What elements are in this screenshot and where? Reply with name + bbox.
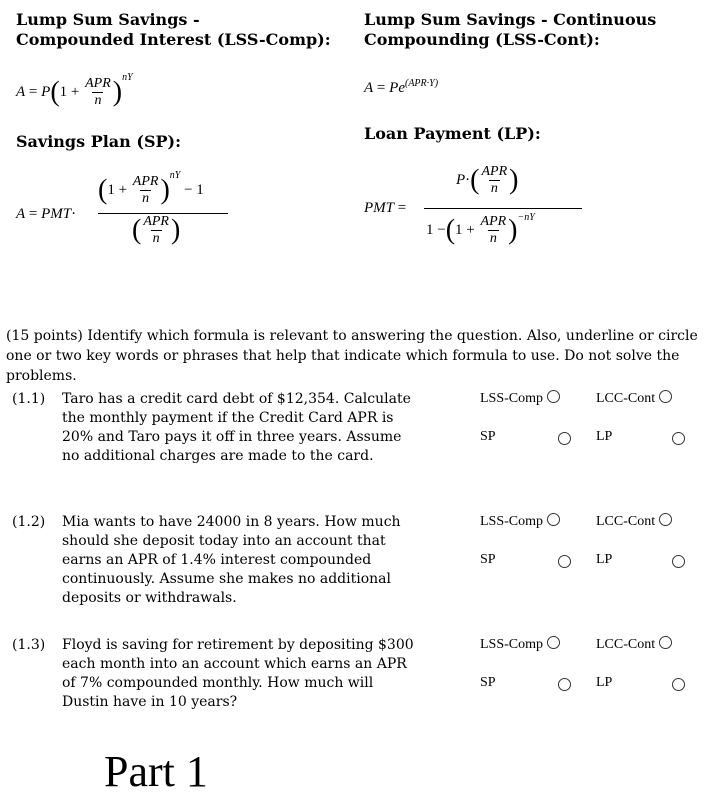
option-sp-1-2[interactable]: [480, 552, 496, 568]
option-lcc-cont-1-3[interactable]: [596, 636, 672, 653]
option-label: LP: [596, 552, 613, 567]
paren: (: [132, 214, 142, 246]
radio-circle-icon[interactable]: [672, 555, 685, 568]
apr: APR: [132, 174, 159, 190]
question-text: Floyd is saving for retirement by depositing $300 each month into an account which earns an APR of 7% compounded monthly. How much will Dustin have in 10 years?: [62, 637, 414, 710]
option-lp-1-2[interactable]: [596, 552, 612, 568]
lss-cont-title-line2: Compounding (LSS-Cont):: [364, 30, 600, 49]
paren: ): [112, 76, 123, 108]
option-lss-comp-1-3[interactable]: [480, 636, 560, 653]
equals: =: [373, 80, 390, 96]
radio-circle-icon[interactable]: [672, 678, 685, 691]
option-label: SP: [480, 429, 496, 444]
paren: (: [50, 76, 60, 108]
option-lcc-cont-1-2[interactable]: [596, 513, 672, 530]
var-e: e: [398, 80, 405, 96]
apr-over-n: [141, 214, 171, 247]
var-pmt: PMT: [41, 206, 72, 222]
question-number: (1.2): [12, 514, 46, 530]
var-a: A: [16, 206, 26, 222]
apr-over-n: [131, 174, 161, 207]
paren: (: [445, 214, 456, 246]
lp-fraction-bar: [424, 208, 582, 209]
equals: =: [394, 200, 407, 216]
radio-circle-icon[interactable]: [659, 636, 672, 649]
paren: ): [170, 214, 181, 246]
option-lss-comp-1-1[interactable]: [480, 390, 560, 407]
minus-one: − 1: [184, 182, 204, 198]
option-label: LCC-Cont: [596, 514, 656, 529]
instructions: (15 points) Identify which formula is relevant to answering the question. Also, underline or circle one or two key words or phrases that help that indicate which formula to use. Do not solve the problems.: [6, 328, 698, 384]
paren: ): [509, 164, 519, 196]
one-plus: 1 +: [455, 222, 475, 238]
apr-over-n: [479, 214, 509, 247]
n: n: [94, 93, 102, 109]
option-lcc-cont-1-1[interactable]: [596, 390, 672, 407]
equals: =: [25, 206, 42, 222]
radio-circle-icon[interactable]: [659, 513, 672, 526]
option-lp-1-3[interactable]: [596, 675, 612, 691]
lss-comp-formula: [16, 72, 133, 109]
option-lss-comp-1-2[interactable]: [480, 513, 560, 530]
lp-numerator: [456, 164, 518, 197]
lp-title: Loan Payment (LP):: [364, 124, 541, 143]
apr-over-n: [480, 164, 510, 197]
var-p: P: [389, 80, 399, 96]
var-p: P: [41, 84, 51, 100]
exponent-neg-ny: −nY: [517, 212, 535, 223]
n: n: [489, 231, 497, 247]
n: n: [152, 231, 160, 246]
exponent-ny: nY: [122, 72, 133, 83]
apr: APR: [480, 214, 507, 230]
part-heading-fragment: Part 1: [104, 747, 208, 796]
var-pmt: PMT: [364, 200, 394, 216]
option-label: LSS-Comp: [480, 514, 544, 529]
lss-comp-title-line2: Compounded Interest (LSS-Comp):: [16, 30, 331, 49]
radio-circle-icon[interactable]: [558, 432, 571, 445]
lp-lhs: [364, 200, 406, 217]
sp-title: Savings Plan (SP):: [16, 132, 182, 151]
option-label: LCC-Cont: [596, 391, 656, 406]
option-label: LP: [596, 675, 613, 690]
one-plus: 1 +: [59, 84, 80, 100]
lp-denominator: [426, 212, 535, 247]
apr-over-n: [83, 76, 113, 109]
dot: ·: [465, 171, 471, 188]
lss-cont-formula: [364, 78, 438, 97]
radio-circle-icon[interactable]: [558, 678, 571, 691]
one-minus: 1 −: [426, 222, 446, 238]
var-a: A: [364, 80, 374, 96]
lss-comp-title-line1: Lump Sum Savings -: [16, 10, 200, 29]
question-text: Mia wants to have 24000 in 8 years. How much should she deposit today into an account that earns an APR of 1.4% interest compounded continuously. Assume she makes no additional deposits or withdrawals.: [62, 514, 401, 606]
option-label: LSS-Comp: [480, 391, 544, 406]
equals: =: [25, 84, 42, 100]
option-label: SP: [480, 552, 496, 567]
dot: ·: [71, 206, 77, 222]
question-text: Taro has a credit card debt of $12,354. Calculate the monthly payment if the Credit Card APR is 20% and Taro pays it off in three years. Assume no additional charges are made to the card.: [62, 391, 411, 464]
sp-numerator: [98, 170, 204, 207]
one-plus: 1 +: [107, 182, 128, 198]
option-lp-1-1[interactable]: [596, 429, 612, 445]
radio-circle-icon[interactable]: [558, 555, 571, 568]
var-p: P: [456, 171, 466, 188]
radio-circle-icon[interactable]: [672, 432, 685, 445]
sp-denominator: [132, 214, 180, 247]
apr: APR: [481, 164, 508, 179]
question-number: (1.1): [12, 391, 46, 407]
n: n: [142, 191, 150, 207]
option-label: LSS-Comp: [480, 637, 544, 652]
paren: ): [160, 174, 170, 206]
radio-circle-icon[interactable]: [547, 636, 560, 649]
lss-cont-title: [364, 10, 656, 50]
option-label: LCC-Cont: [596, 637, 656, 652]
option-label: LP: [596, 429, 613, 444]
paren: (: [98, 174, 108, 206]
apr: APR: [85, 76, 111, 92]
exponent-apr-y: (APR·Y): [404, 78, 439, 89]
paren: ): [508, 214, 518, 246]
n: n: [490, 181, 498, 196]
option-label: SP: [480, 675, 496, 690]
var-a: A: [16, 84, 26, 100]
radio-circle-icon[interactable]: [659, 390, 672, 403]
sp-lhs: [16, 206, 76, 223]
lss-cont-title-line1: Lump Sum Savings - Continuous: [364, 10, 657, 29]
option-sp-1-1[interactable]: [480, 429, 496, 445]
exponent-ny: nY: [169, 170, 181, 181]
radio-circle-icon[interactable]: [547, 513, 560, 526]
paren: (: [470, 164, 480, 196]
option-sp-1-3[interactable]: [480, 675, 496, 691]
lss-comp-title: [16, 10, 331, 50]
question-number: (1.3): [12, 637, 46, 653]
apr: APR: [143, 214, 169, 229]
radio-circle-icon[interactable]: [547, 390, 560, 403]
